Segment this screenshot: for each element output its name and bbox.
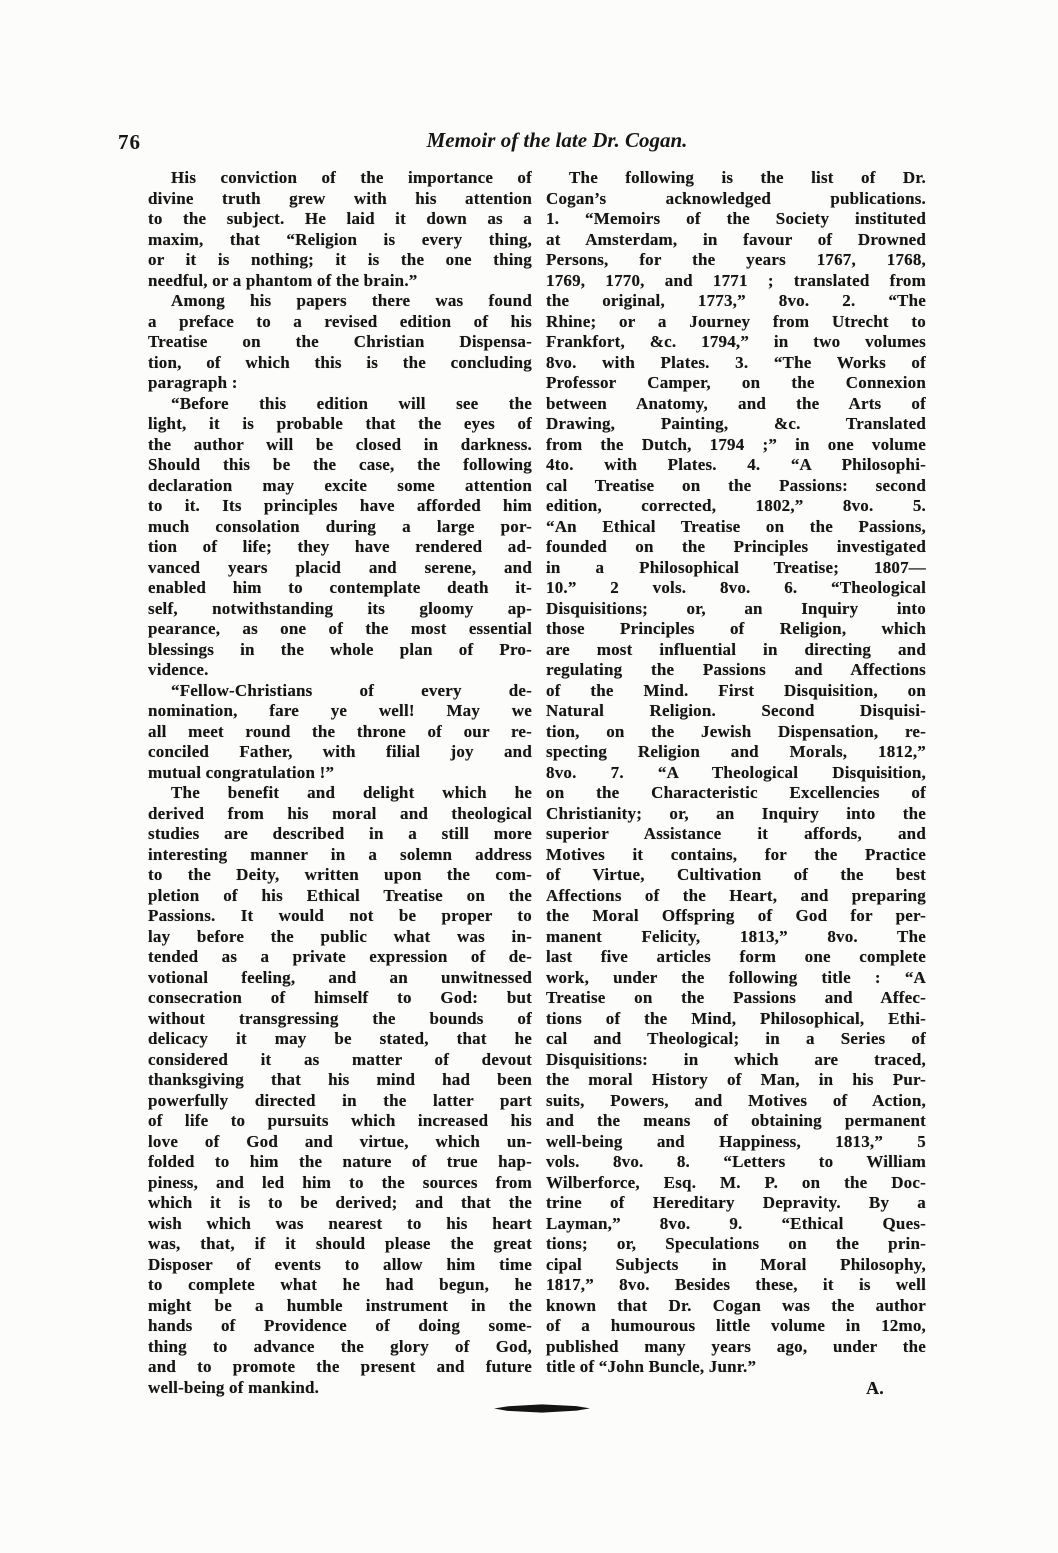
text-line: Treatise on the Passions and Affec-	[546, 988, 926, 1007]
text-line: Professor Camper, on the Connexion	[546, 373, 926, 392]
text-line: self, notwithstanding its gloomy ap-	[148, 598, 532, 618]
text-line: 1817,” 8vo. Besides these, it is well	[546, 1275, 926, 1294]
text-line: might be a humble instrument in the	[148, 1295, 532, 1315]
text-line: pletion of his Ethical Treatise on the	[148, 885, 532, 905]
text-line: tions; or, Speculations on the prin-	[546, 1234, 926, 1253]
text-line: vols. 8vo. 8. “Letters to William	[546, 1152, 926, 1171]
text-line: or it is nothing; it is the one thing	[148, 250, 532, 269]
text-line: the Moral Offspring of God for per-	[546, 906, 926, 925]
text-line: much consolation during a large por-	[148, 516, 532, 536]
text-line: the author will be closed in darkness.	[148, 434, 532, 454]
text-line: The following is the list of Dr.	[569, 168, 926, 187]
text-line: blessings in the whole plan of Pro-	[148, 639, 532, 659]
text-line: specting Religion and Morals, 1812,”	[546, 742, 926, 761]
text-line: The benefit and delight which he	[171, 783, 532, 802]
text-line: Drawing, Painting, &c. Translated	[546, 414, 926, 433]
text-line: derived from his moral and theological	[148, 803, 532, 823]
text-line: powerfully directed in the latter part	[148, 1090, 532, 1110]
text-line: Among his papers there was found	[171, 291, 532, 310]
text-line: enabled him to contemplate death it-	[148, 578, 532, 597]
text-line: to the Deity, written upon the com-	[148, 865, 532, 884]
text-line: tended as a private expression of de-	[148, 947, 532, 966]
text-line: 8vo. 7. “A Theological Disquisition,	[546, 762, 926, 782]
text-line: of the Mind. First Disquisition, on	[546, 680, 926, 700]
text-line: the moral History of Man, in his Pur-	[546, 1070, 926, 1089]
text-line: nomination, fare ye well! May we	[148, 701, 532, 720]
text-line: tion, of which this is the concluding	[148, 352, 532, 372]
text-line: on the Characteristic Excellencies of	[546, 783, 926, 802]
text-line: 10.” 2 vols. 8vo. 6. “Theological	[546, 578, 926, 597]
text-line: conciled Father, with filial joy and	[148, 742, 532, 761]
text-line: lay before the public what was in-	[148, 926, 532, 946]
text-line: tion, on the Jewish Dispensation, re-	[546, 721, 926, 741]
right-column	[546, 168, 926, 1398]
text-line: paragraph :	[148, 373, 238, 392]
left-column	[148, 168, 532, 1398]
text-line: Frankfort, &c. 1794,” in two volumes	[546, 332, 926, 351]
text-line: mutual congratulation !”	[148, 762, 335, 782]
text-line: superior Assistance it affords, and	[546, 824, 926, 843]
text-line: Persons, for the years 1767, 1768,	[546, 250, 926, 269]
text-line: wish which was nearest to his heart	[148, 1213, 532, 1233]
text-line: “Before this edition will see the	[171, 393, 532, 413]
text-line: of Virtue, Cultivation of the best	[546, 865, 926, 884]
text-line: well-being of mankind.	[148, 1377, 320, 1397]
text-line: cal and Theological; in a Series of	[546, 1029, 926, 1048]
text-line: Cogan’s acknowledged publications.	[546, 188, 926, 208]
text-line: tion of life; they have rendered ad-	[148, 537, 532, 556]
text-line: divine truth grew with his attention	[148, 188, 532, 208]
text-line: thanksgiving that his mind had been	[148, 1070, 532, 1089]
text-line: Disquisitions; or, an Inquiry into	[546, 598, 926, 618]
text-line: vanced years placid and serene, and	[148, 557, 532, 577]
text-line: Motives it contains, for the Practice	[546, 844, 926, 864]
text-line: at Amsterdam, in favour of Drowned	[546, 229, 926, 249]
page-header	[0, 128, 1058, 160]
text-line: well-being and Happiness, 1813,” 5	[546, 1131, 926, 1151]
text-line: Disquisitions: in which are traced,	[546, 1049, 926, 1069]
paragraph	[148, 681, 532, 784]
text-line: and the means of obtaining permanent	[546, 1111, 926, 1130]
text-line: studies are described in a still more	[148, 824, 532, 843]
text-line: the original, 1773,” 8vo. 2. “The	[546, 291, 926, 310]
page-number: 76	[118, 130, 141, 154]
text-line: cal Treatise on the Passions: second	[546, 475, 926, 495]
text-line: 8vo. with Plates. 3. “The Works of	[546, 352, 926, 372]
text-line: Disposer of events to allow him time	[148, 1254, 532, 1274]
text-line: a preface to a revised edition of his	[148, 311, 532, 331]
text-line: votional feeling, and an unwitnessed	[148, 967, 532, 987]
text-line: 1769, 1770, and 1771 ; translated from	[546, 270, 926, 290]
text-line: to it. Its principles have afforded him	[148, 496, 532, 515]
text-line: edition, corrected, 1802,” 8vo. 5.	[546, 496, 926, 515]
text-line: “Fellow-Christians of every de-	[171, 680, 532, 700]
text-line: to the subject. He laid it down as a	[148, 209, 532, 228]
running-head-title: Memoir of the late Dr. Cogan.	[426, 128, 688, 152]
text-line: which it is to be derived; and that the	[148, 1193, 532, 1212]
text-line: hands of Providence of doing some-	[148, 1316, 532, 1335]
text-line: Natural Religion. Second Disquisi-	[546, 701, 926, 720]
text-line: all meet round the throne of our re-	[148, 721, 532, 741]
text-line: known that Dr. Cogan was the author	[546, 1295, 926, 1315]
text-line: of life to pursuits which increased his	[148, 1111, 532, 1130]
paragraph	[546, 168, 926, 1378]
text-line: His conviction of the importance of	[171, 168, 532, 187]
paragraph	[148, 291, 532, 394]
text-line: needful, or a phantom of the brain.”	[148, 270, 418, 290]
text-line: cipal Subjects in Moral Philosophy,	[546, 1254, 926, 1274]
section-divider-rule	[494, 1404, 590, 1413]
text-line: without transgressing the bounds of	[148, 1008, 532, 1028]
text-line: interesting manner in a solemn address	[148, 844, 532, 864]
text-line: in a Philosophical Treatise; 1807—	[546, 557, 926, 577]
text-line: considered it as matter of devout	[148, 1049, 532, 1069]
text-line: Christianity; or, an Inquiry into the	[546, 803, 926, 823]
text-line: are most influential in directing and	[546, 639, 926, 659]
text-line: work, under the following title : “A	[546, 967, 926, 987]
text-line: folded to him the nature of true hap-	[148, 1152, 532, 1171]
text-line: regulating the Passions and Affections	[546, 660, 926, 679]
text-line: consecration of himself to God: but	[148, 988, 532, 1007]
text-line: manent Felicity, 1813,” 8vo. The	[546, 926, 926, 946]
paragraph	[148, 783, 532, 1398]
text-line: to complete what he had begun, he	[148, 1275, 532, 1294]
text-line: and to promote the present and future	[148, 1357, 532, 1376]
text-columns	[148, 168, 926, 1398]
text-line: trine of Hereditary Depravity. By a	[546, 1193, 926, 1212]
text-line: delicacy it may be stated, that he	[148, 1029, 532, 1048]
text-line: tions of the Mind, Philosophical, Ethi-	[546, 1008, 926, 1028]
text-line: founded on the Principles investigated	[546, 537, 926, 556]
text-line: Should this be the case, the following	[148, 455, 532, 474]
text-line: Wilberforce, Esq. M. P. on the Doc-	[546, 1172, 926, 1192]
text-line: 1. “Memoirs of the Society instituted	[546, 209, 926, 228]
text-line: thing to advance the glory of God,	[148, 1336, 532, 1356]
text-line: 4to. with Plates. 4. “A Philosophi-	[546, 455, 926, 474]
text-line: maxim, that “Religion is every thing,	[148, 229, 532, 249]
text-line: pearance, as one of the most essential	[148, 619, 532, 638]
text-line: Affections of the Heart, and preparing	[546, 885, 926, 905]
text-line: piness, and led him to the sources from	[148, 1172, 532, 1192]
text-line: Rhine; or a Journey from Utrecht to	[546, 311, 926, 331]
text-line: Layman,” 8vo. 9. “Ethical Ques-	[546, 1213, 926, 1233]
paragraph	[148, 168, 532, 291]
text-line: declaration may excite some attention	[148, 475, 532, 495]
text-line: love of God and virtue, which un-	[148, 1131, 532, 1151]
text-line: Passions. It would not be proper to	[148, 906, 532, 925]
text-line: those Principles of Religion, which	[546, 619, 926, 638]
text-line: was, that, if it should please the great	[148, 1234, 532, 1253]
text-line: vidence.	[148, 660, 209, 679]
text-line: last five articles form one complete	[546, 947, 926, 966]
text-line: published many years ago, under the	[546, 1336, 926, 1356]
text-line: suits, Powers, and Motives of Action,	[546, 1090, 926, 1110]
text-line: from the Dutch, 1794 ;” in one volume	[546, 434, 926, 454]
text-line: “An Ethical Treatise on the Passions,	[546, 516, 926, 536]
paragraph	[148, 394, 532, 681]
text-line: of a humourous little volume in 12mo,	[546, 1316, 926, 1335]
text-line: Treatise on the Christian Dispensa-	[148, 332, 532, 351]
text-line: between Anatomy, and the Arts of	[546, 393, 926, 413]
text-line: title of “John Buncle, Junr.”	[546, 1357, 757, 1376]
author-signature: A.	[866, 1377, 884, 1398]
text-line: light, it is probable that the eyes of	[148, 414, 532, 433]
